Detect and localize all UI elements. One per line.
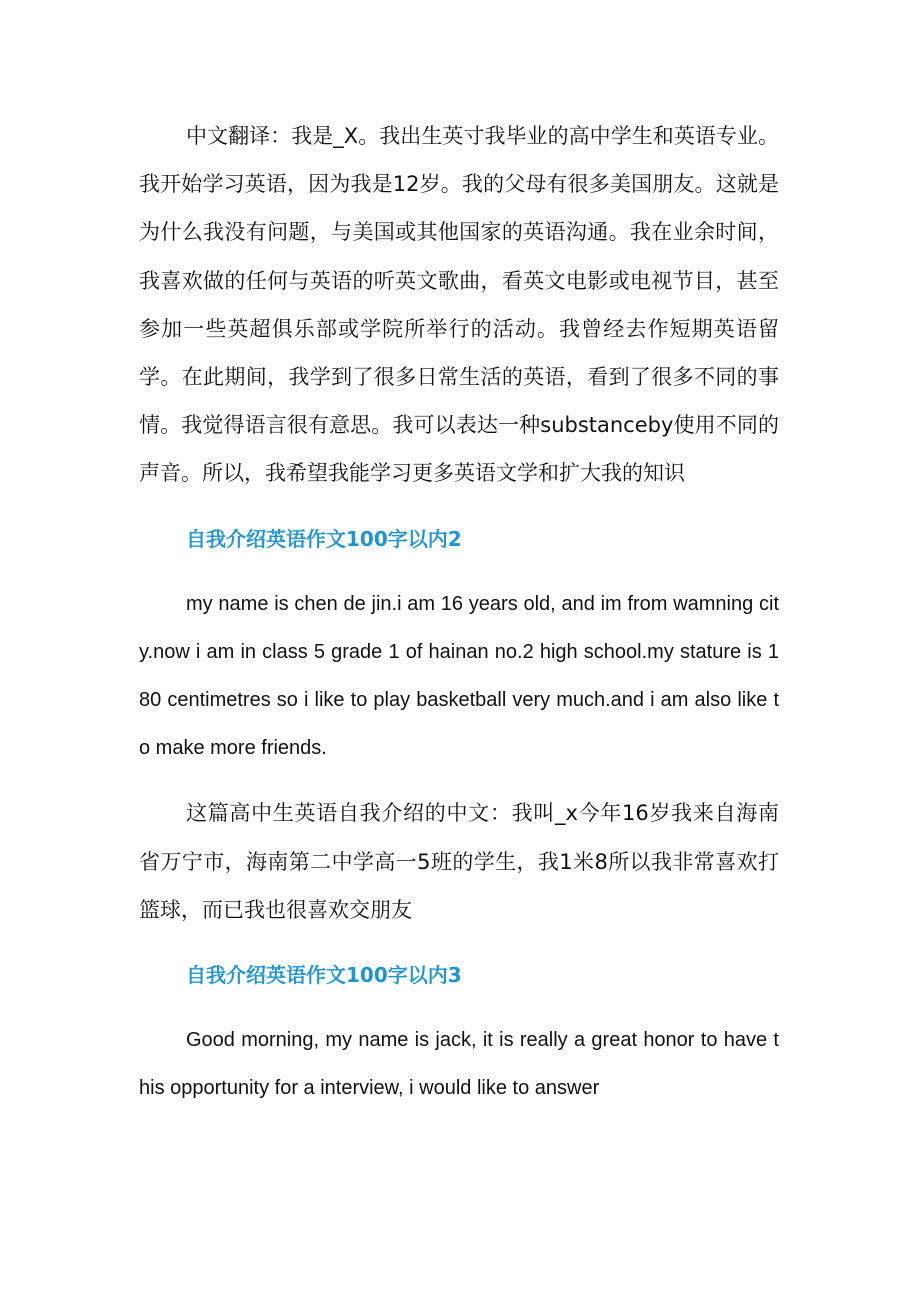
paragraph-chinese-translation: 中文翻译：我是_X。我出生英寸我毕业的高中学生和英语专业。我开始学习英语，因为我是12岁。我的父母有很多美国朋友。这就是为什么我没有问题，与美国或其他国家的英语沟通。我在业余时间，我喜欢做的任何与英语的听英文歌曲，看英文电影或电视节目，甚至参加一些英超俱乐部或学院所举行的活动。我曾经去作短期英语留学。在此期间，我学到了很多日常生活的英语，看到了很多不同的事情。我觉得语言很有意思。我可以表达一种substanceby使用不同的声音。所以，我希望我能学习更多英语文学和扩大我的知识 (139, 124, 779, 486)
paragraph-english-intro-3: Good morning, my name is jack, it is really a great honor to have this opportunity for a interview, i would like to answer (139, 1029, 779, 1100)
paragraph-english-intro-2: my name is chen de jin.i am 16 years old, and im from wamning city.now i am in class 5 grade 1 of hainan no.2 high school.my stature is 180 centimetres so i like to play basketball very much.and i am also like to make more friends. (139, 592, 779, 760)
document-page (139, 112, 779, 1112)
section-heading-3: 自我介绍英语作文100字以内3 (186, 963, 462, 988)
paragraph-chinese-intro-2: 这篇高中生英语自我介绍的中文：我叫_x今年16岁我来自海南省万宁市，海南第二中学高一5班的学生，我1米8所以我非常喜欢打篮球，而已我也很喜欢交朋友 (139, 801, 779, 922)
section-heading-2: 自我介绍英语作文100字以内2 (186, 526, 462, 551)
